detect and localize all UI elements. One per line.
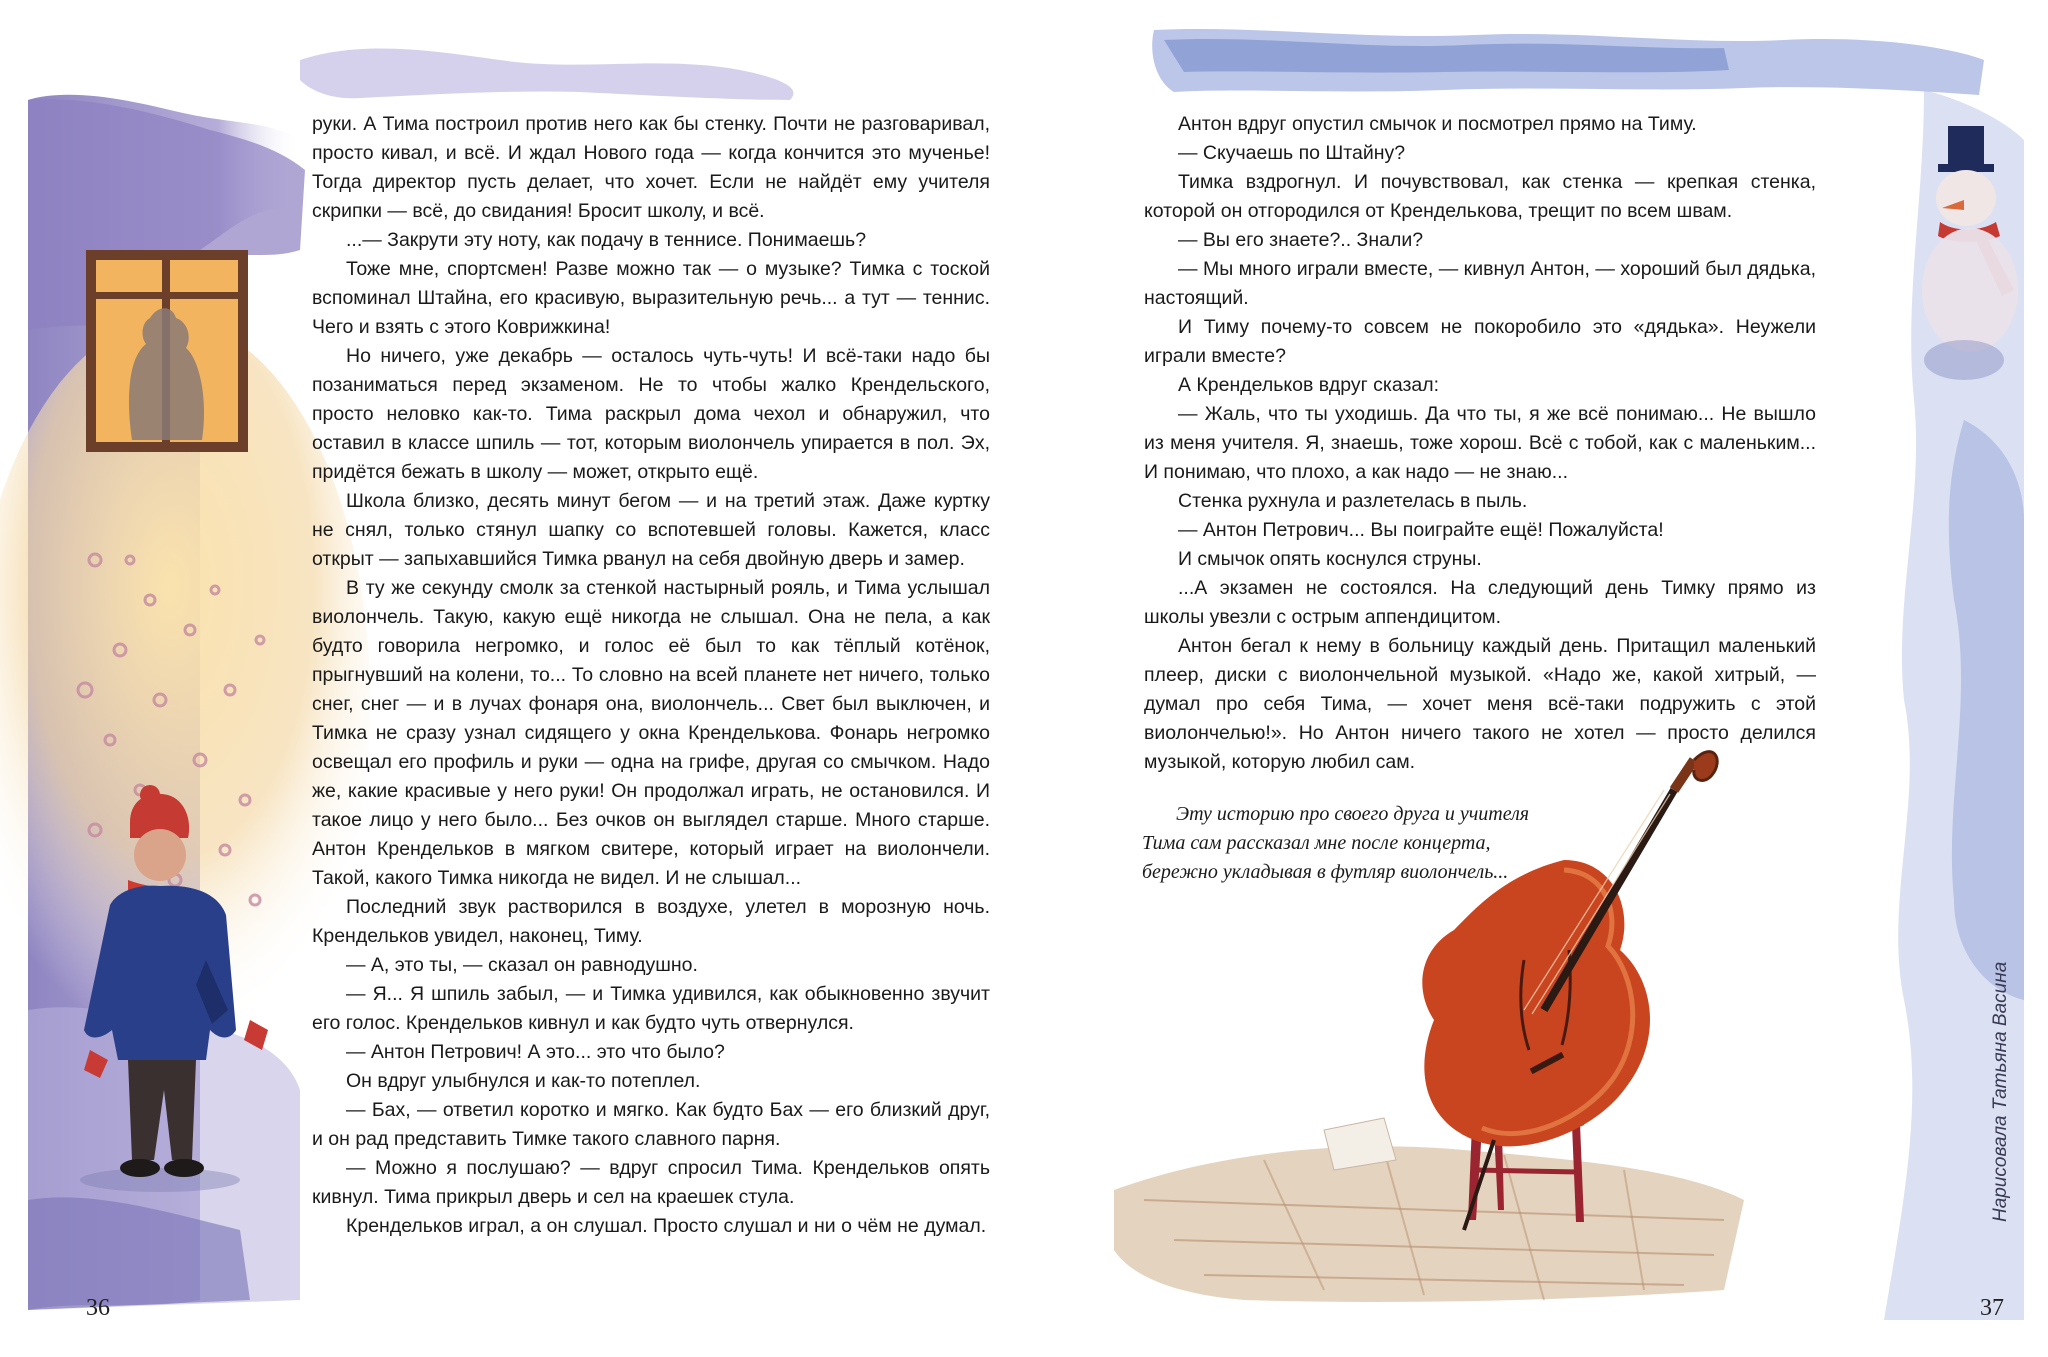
paragraph: Крендельков играл, а он слушал. Просто слушал и ни о чём не думал. bbox=[346, 1215, 987, 1237]
paragraph: ...А экзамен не состоялся. На следующий день Тимку прямо из школы увезли с острым аппендицитом. bbox=[1144, 577, 1816, 628]
paragraph: Стенка рухнула и разлетелась в пыль. bbox=[1178, 490, 1528, 512]
cello-body bbox=[1422, 860, 1650, 1146]
illustrator-credit: Нарисовала Татьяна Васина bbox=[1990, 961, 2011, 1222]
right-page bbox=[1024, 0, 2048, 1357]
paragraph: А Крендельков вдруг сказал: bbox=[1178, 374, 1440, 396]
paragraph: — Вы его знаете?.. Знали? bbox=[1178, 229, 1424, 251]
paragraph: И смычок опять коснулся струны. bbox=[1178, 548, 1482, 570]
paragraph: руки. А Тима построил против него как бы стенку. Почти не разговаривал, просто кивал, и всё. И ждал Нового года — когда кончится это мученье! Тогда директор пусть делает, что хочет. Если не найдёт ему учителя скрипки — всё, до свидания! Бросит школу, и всё. bbox=[312, 113, 990, 222]
paragraph: — А, это ты, — сказал он равнодушно. bbox=[346, 954, 698, 976]
afterword bbox=[1142, 800, 1542, 887]
paragraph: Но ничего, уже декабрь — осталось чуть-чуть! И всё-таки надо бы позаниматься перед экзаменом. Не то чтобы жалко Крендельского, просто неловко как-то. Тима раскрыл дома чехол и обнаружил, что оставил в классе шпиль — тот, которым виолончель упирается в пол. Эх, придётся бежать в школу — может, открыто ещё. bbox=[312, 345, 990, 483]
paragraph: — Я... Я шпиль забыл, — и Тимка удивился, как обыкновенно звучит его голос. Крендельков кивнул и как будто чуть отвернулся. bbox=[312, 983, 990, 1034]
page-number: 36 bbox=[86, 1295, 110, 1321]
paragraph: — Скучаешь по Штайну? bbox=[1178, 142, 1406, 164]
paragraph: — Бах, — ответил коротко и мягко. Как будто Бах — его близкий друг, и он рад представить Тимке такого славного парня. bbox=[312, 1099, 990, 1150]
paragraph: Он вдруг улыбнулся и как-то потеплел. bbox=[346, 1070, 701, 1092]
left-page-text bbox=[312, 110, 990, 1241]
paragraph: — Антон Петрович! А это... это что было? bbox=[346, 1041, 725, 1063]
paragraph: Последний звук растворился в воздухе, улетел в морозную ночь. Крендельков увидел, наконец, Тиму. bbox=[312, 896, 990, 947]
paragraph: — Антон Петрович... Вы поиграйте ещё! Пожалуйста! bbox=[1178, 519, 1664, 541]
paragraph: — Можно я послушаю? — вдруг спросил Тима. Крендельков опять кивнул. Тима прикрыл дверь и сел на краешек стула. bbox=[312, 1157, 990, 1208]
afterword-text: Эту историю про своего друга и учителя Тима сам рассказал мне после концерта, бережно укладывая в футляр виолончель... bbox=[1142, 803, 1530, 883]
paragraph: — Мы много играли вместе, — кивнул Антон, — хороший был дядька, настоящий. bbox=[1144, 258, 1816, 309]
paragraph: Антон бегал к нему в больницу каждый день. Притащил маленький плеер, диски с виолончельной музыкой. «Надо же, какой хитрый, — думал про себя Тима, — хочет меня всё-таки подружить с этой виолончелью!». Но Антон ничего такого не хотел — просто делился музыкой, которую любил сам. bbox=[1144, 635, 1816, 773]
paragraph: Школа близко, десять минут бегом — и на третий этаж. Даже куртку не снял, только стянул шапку со вспотевшей головы. Кажется, класс открыт — запыхавшийся Тимка рванул на себя двойную дверь и замер. bbox=[312, 490, 990, 570]
paragraph: — Жаль, что ты уходишь. Да что ты, я же всё понимаю... Не вышло из меня учителя. Я, знаешь, тоже хорош. Всё с тобой, как с маленьким... И понимаю, что плохо, а как надо — не знаю... bbox=[1144, 403, 1816, 483]
paragraph: Тоже мне, спортсмен! Разве можно так — о музыке? Тимка с тоской вспоминал Штайна, его красивую, выразительную речь... а тут — теннис. Чего и взять с этого Коврижкина! bbox=[312, 258, 990, 338]
paragraph: И Тиму почему-то совсем не покоробило это «дядька». Неужели играли вместе? bbox=[1144, 316, 1816, 367]
paragraph: В ту же секунду смолк за стенкой настырный рояль, и Тима услышал виолончель. Такую, какую ещё никогда не слышал. Она не пела, а как будто говорила негромко, и голос её был то как тёплый котёнок, прыгнувший на колени, то... То словно на всей планете нет ничего, только снег, снег — и в лучах фонаря она, виолончель... Свет был выключен, и Тимка не сразу узнал сидящего у окна Кренделькова. Фонарь негромко освещал его профиль и руки — одна на грифе, другая со смычком. Надо же, какие красивые у него руки! Он продолжал играть, не остановился. И такое лицо у него было... Без очков он выглядел старше. Много старше. Антон Крендельков в мягком свитере, который играет на виолончели. Такой, какого Тимка никогда не видел. И не слышал... bbox=[312, 577, 990, 889]
paragraph: ...— Закрути эту ноту, как подачу в теннисе. Понимаешь? bbox=[346, 229, 867, 251]
right-page-text bbox=[1144, 110, 1816, 777]
paragraph: Антон вдруг опустил смычок и посмотрел прямо на Тиму. bbox=[1178, 113, 1697, 135]
page-number: 37 bbox=[1980, 1295, 2004, 1321]
paragraph: Тимка вздрогнул. И почувствовал, как стенка — крепкая стенка, которой он отгородился от Кренделькова, трещит по всем швам. bbox=[1144, 171, 1816, 222]
